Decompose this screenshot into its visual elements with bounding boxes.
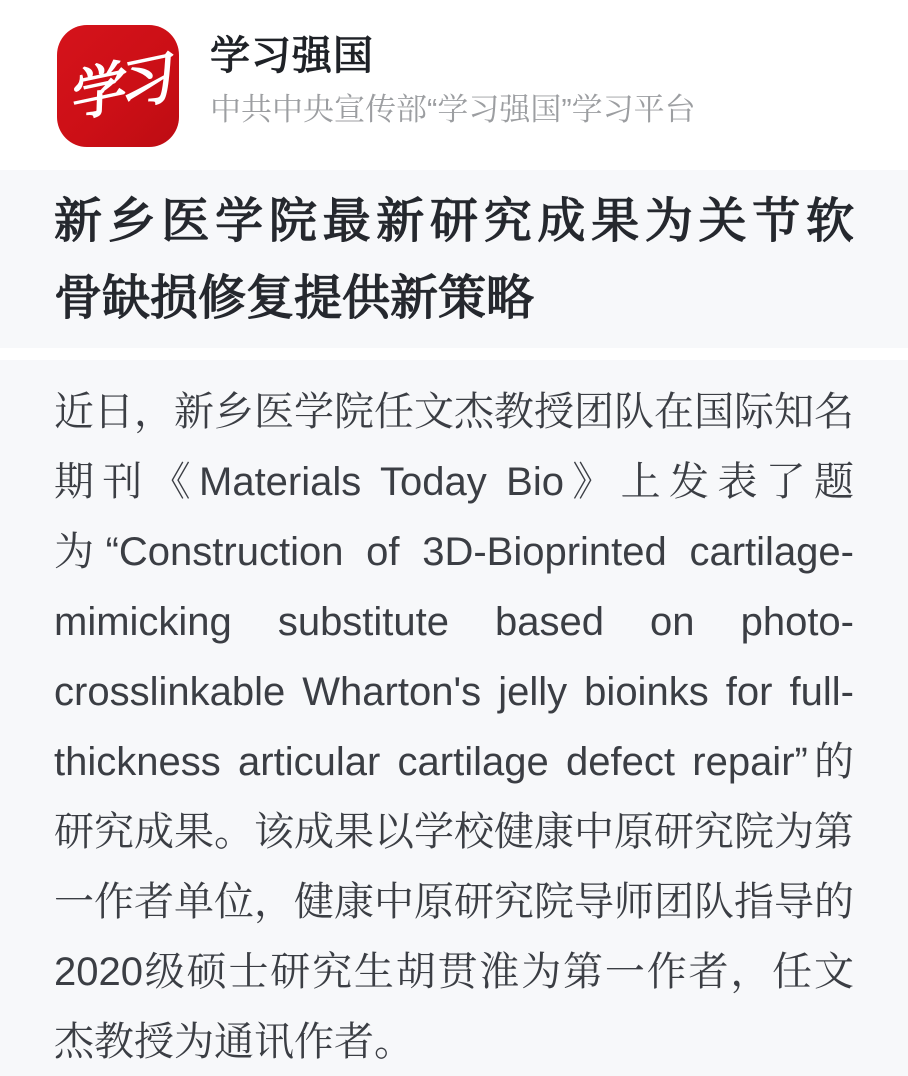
article-title-section [0, 170, 908, 348]
app-subtitle: 中共中央宣传部“学习强国”学习平台 [210, 92, 696, 127]
article-body-section [0, 360, 908, 1076]
section-divider [0, 348, 908, 360]
article-body-line: 杰教授为通讯作者。 [54, 1020, 414, 1064]
article-title-line: 新乡医学院最新研究成果为关节软 [54, 195, 854, 248]
article-body-line: crosslinkable Wharton's jelly bioinks for full- [54, 670, 854, 714]
article-body-line: 研究成果。该成果以学校健康中原研究院为第 [54, 810, 854, 854]
article-body-line: 期刊《Materials Today Bio》上发表了题 [54, 460, 854, 504]
app-name: 学习强国 [210, 34, 374, 78]
article-title-line: 骨缺损修复提供新策略 [54, 272, 535, 325]
article-body-line: 近日，新乡医学院任文杰教授团队在国际知名 [54, 390, 854, 434]
article-body-line: mimicking substitute based on photo- [54, 600, 854, 644]
app-header-banner[interactable] [0, 0, 908, 170]
article-body-line: 2020级硕士研究生胡贯淮为第一作者，任文 [54, 950, 854, 994]
app-logo-calligraphy-text: 学习 [60, 46, 172, 130]
article-body-line: thickness articular cartilage defect repair”的 [54, 740, 854, 784]
article-body-line: 一作者单位，健康中原研究院导师团队指导的 [54, 880, 854, 924]
article-body-line: 为“Construction of 3D-Bioprinted cartilage- [54, 530, 854, 574]
app-logo-icon [57, 25, 179, 147]
